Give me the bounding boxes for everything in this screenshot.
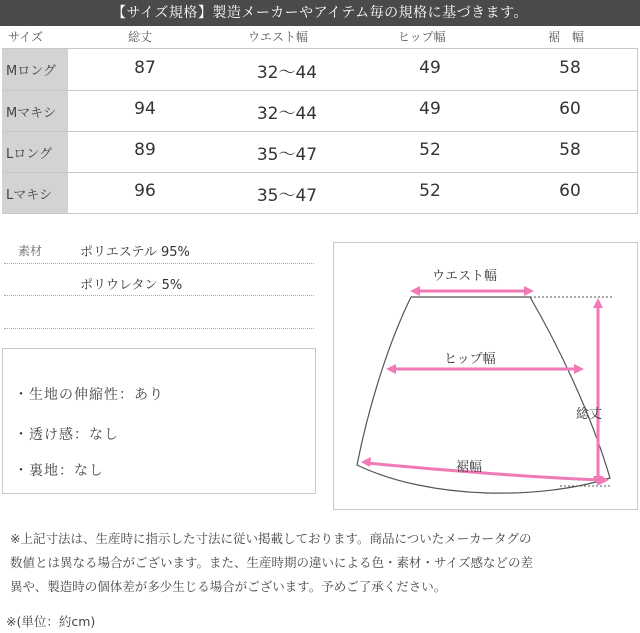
table-cell-hip: 49 xyxy=(419,99,441,119)
table-cell-hip: 52 xyxy=(419,140,441,160)
skirt-outline xyxy=(357,297,610,493)
lining-property: ・裏地：なし xyxy=(14,463,104,479)
table-row-label: Lマキシ xyxy=(2,173,68,213)
material-line: ポリウレタン 5% xyxy=(80,278,183,293)
disclaimer-line: 異や、製造時の個体差が多少生じる場合がございます。予めご了承ください。 xyxy=(10,579,447,594)
table-row-label: Mロング xyxy=(2,49,68,90)
table-cell-length: 89 xyxy=(134,140,156,160)
table-cell-waist: 35〜47 xyxy=(256,145,318,165)
table-cell-waist: 35〜47 xyxy=(256,186,318,206)
table-row-label: Mマキシ xyxy=(2,91,68,131)
table-cell-length: 87 xyxy=(134,58,156,78)
table-row-label: Lロング xyxy=(2,132,68,172)
stretch-property: ・生地の伸縮性：あり xyxy=(14,387,164,403)
table-cell-length: 94 xyxy=(134,99,156,119)
table-cell-hip: 49 xyxy=(419,58,441,78)
table-cell-hem: 60 xyxy=(559,99,581,119)
waist-label: ウエスト幅 xyxy=(432,269,498,284)
table-cell-waist: 32〜44 xyxy=(256,104,318,124)
material-label: 素材 xyxy=(18,244,43,258)
table-cell-hip: 52 xyxy=(419,181,441,201)
length-label: 総丈 xyxy=(576,407,603,422)
header-hip: ヒップ幅 xyxy=(398,30,446,44)
table-cell-waist: 32〜44 xyxy=(256,63,318,83)
header-hem: 裾 幅 xyxy=(548,30,585,44)
hip-label: ヒップ幅 xyxy=(444,352,496,367)
unit-note: ※(単位：約cm) xyxy=(6,614,96,629)
header-length: 総丈 xyxy=(128,30,153,44)
disclaimer-line: 数値とは異なる場合がございます。また、生産時期の違いによる色・素材・サイズ感などの差 xyxy=(10,555,534,570)
table-cell-hem: 58 xyxy=(559,58,581,78)
table-cell-hem: 58 xyxy=(559,140,581,160)
size-spec-banner: 【サイズ規格】製造メーカーやアイテム毎の規格に基づきます。 xyxy=(0,0,640,26)
header-size: サイズ xyxy=(8,30,44,44)
material-line: ポリエステル 95% xyxy=(80,245,190,260)
sheerness-property: ・透け感：なし xyxy=(14,427,119,443)
disclaimer-line: ※上記寸法は、生産時に指示した寸法に従い掲載しております。商品についたメーカータグの xyxy=(10,531,532,546)
table-cell-length: 96 xyxy=(134,181,156,201)
table-cell-hem: 60 xyxy=(559,181,581,201)
hem-label: 裾幅 xyxy=(456,460,483,475)
header-waist: ウエスト幅 xyxy=(248,30,309,44)
